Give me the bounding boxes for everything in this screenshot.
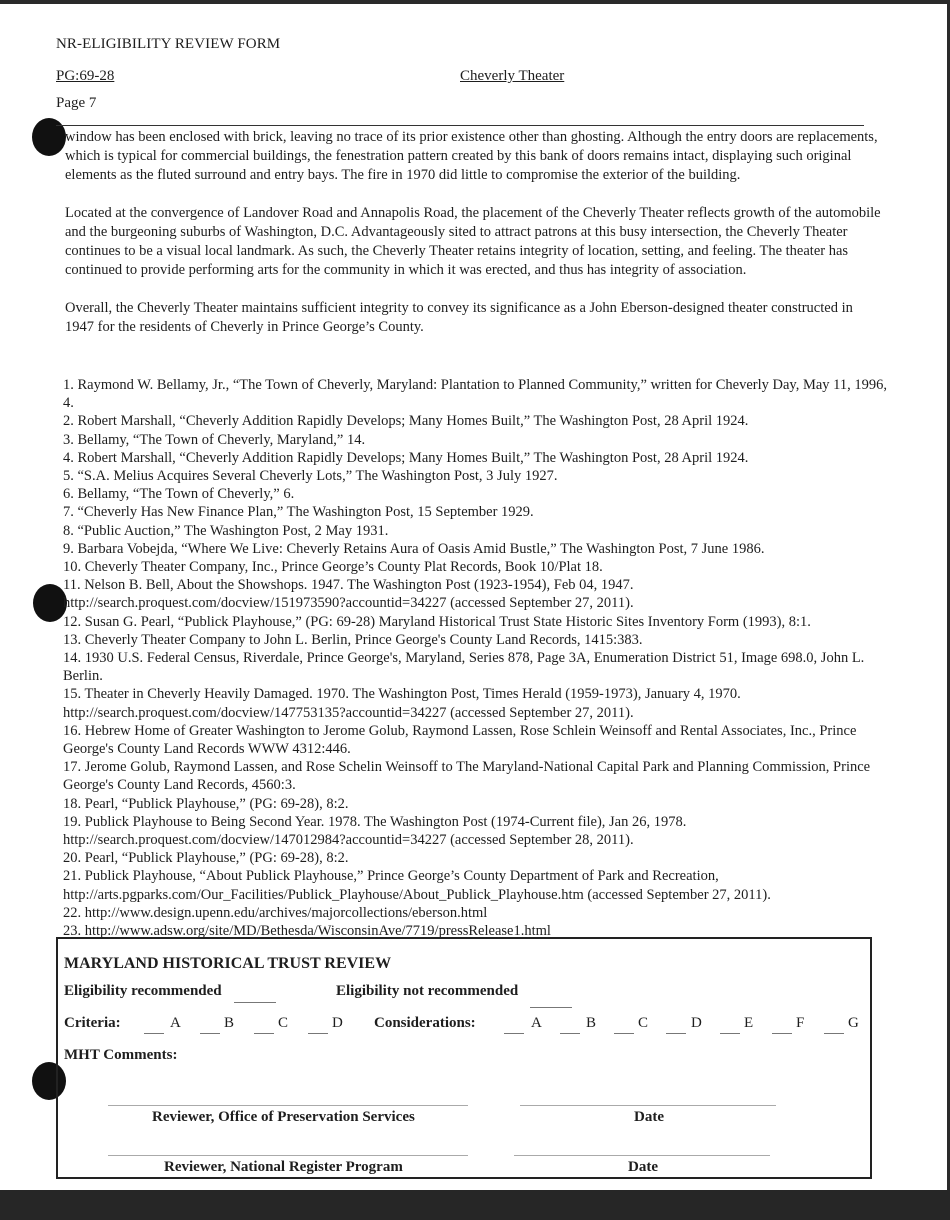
paragraph: Overall, the Cheverly Theater maintains sufficient integrity to convey its significance as a John Eberson-designed theater constructed in 1947 for the residents of Cheverly in Prince George’s County. <box>65 300 853 335</box>
date-label-ops: Date <box>634 1109 664 1125</box>
endnotes <box>63 376 893 940</box>
endnote: 8. “Public Auction,” The Washington Post, 2 May 1931. <box>63 522 389 539</box>
endnote: 17. Jerome Golub, Raymond Lassen, and Rose Schelin Weinsoff to The Maryland-National Capital Park and Planning Commission, Prince George's County Land Records, 4560:3. <box>63 759 871 794</box>
eligibility-not-recommended-label: Eligibility not recommended <box>336 983 519 999</box>
endnote: 2. Robert Marshall, “Cheverly Addition Rapidly Develops; Many Homes Built,” The Washington Post, 28 April 1924. <box>63 413 749 430</box>
consideration-d: D <box>691 1015 702 1031</box>
date-label-nrp: Date <box>628 1159 658 1175</box>
endnote: 13. Cheverly Theater Company to John L. Berlin, Prince George's County Land Records, 1415:383. <box>63 631 643 648</box>
criteria-a: A <box>170 1015 181 1031</box>
consideration-a-blank[interactable] <box>504 1033 524 1034</box>
endnote-url: http://arts.pgparks.com/Our_Facilities/Publick_Playhouse/About_Publick_Playhouse.htm (accessed September 27, 2011). <box>63 886 771 903</box>
reviewer-ops-label: Reviewer, Office of Preservation Services <box>152 1109 415 1125</box>
endnote: 11. Nelson B. Bell, About the Showshops. 1947. The Washington Post (1923-1954), Feb 04, 1947. <box>63 577 634 594</box>
consideration-e-blank[interactable] <box>720 1033 740 1034</box>
criteria-d-blank[interactable] <box>308 1033 328 1034</box>
page-number: Page 7 <box>56 95 97 111</box>
reviewer-nrp-label: Reviewer, National Register Program <box>164 1159 403 1175</box>
endnote: 19. Publick Playhouse to Being Second Year. 1978. The Washington Post (1974-Current file), Jan 26, 1978. <box>63 813 687 830</box>
endnote-url: http://search.proquest.com/docview/147753135?accountid=34227 (accessed September 27, 2011). <box>63 704 634 721</box>
eligibility-not-recommended-blank[interactable] <box>530 1007 572 1008</box>
criteria-c-blank[interactable] <box>254 1033 274 1034</box>
endnote: 14. 1930 U.S. Federal Census, Riverdale, Prince George's, Maryland, Series 878, Page 3A, Enumeration District 51, Image 698.0, John L. Berlin. <box>63 650 865 685</box>
endnote: 23. http://www.adsw.org/site/MD/Bethesda/WisconsinAve/7719/pressRelease1.html <box>63 923 551 940</box>
endnote: 7. “Cheverly Has New Finance Plan,” The Washington Post, 15 September 1929. <box>63 504 534 521</box>
narrative-text <box>65 128 883 356</box>
signature-line-ops[interactable] <box>108 1105 468 1106</box>
endnote: 20. Pearl, “Publick Playhouse,” (PG: 69-28), 8:2. <box>63 850 349 867</box>
consideration-a: A <box>531 1015 542 1031</box>
consideration-d-blank[interactable] <box>666 1033 686 1034</box>
criteria-b-blank[interactable] <box>200 1033 220 1034</box>
endnote: 10. Cheverly Theater Company, Inc., Prince George’s County Plat Records, Book 10/Plat 18. <box>63 559 603 576</box>
consideration-g-blank[interactable] <box>824 1033 844 1034</box>
endnote: 3. Bellamy, “The Town of Cheverly, Maryland,” 14. <box>63 431 366 448</box>
consideration-e: E <box>744 1015 754 1031</box>
inventory-number: PG:69-28 <box>56 68 115 84</box>
consideration-b: B <box>586 1015 597 1031</box>
header-rule <box>56 125 864 126</box>
consideration-f-blank[interactable] <box>772 1033 792 1034</box>
endnote: 21. Publick Playhouse, “About Publick Playhouse,” Prince George’s County Department of Park and Recreation, <box>63 868 719 885</box>
criteria-b: B <box>224 1015 235 1031</box>
punch-hole-top <box>32 118 66 156</box>
punch-hole-middle <box>33 584 67 622</box>
consideration-g: G <box>848 1015 859 1031</box>
criteria-label: Criteria: <box>64 1015 121 1031</box>
endnote: 22. http://www.design.upenn.edu/archives/majorcollections/eberson.html <box>63 904 488 921</box>
eligibility-recommended-label: Eligibility recommended <box>64 983 222 999</box>
scan-edge-top <box>0 0 950 4</box>
endnote: 5. “S.A. Melius Acquires Several Cheverly Lots,” The Washington Post, 3 July 1927. <box>63 468 558 485</box>
paragraph: window has been enclosed with brick, leaving no trace of its prior existence other than ghosting. Although the entry doors are replacements, which is typical for commercial buildings, the fenestration pattern created by this bank of doors remains intact, displaying such original elements as the fluted surround and entry bays. The fire in 1970 did little to compromise the exterior of the building. <box>65 129 878 183</box>
endnote: 9. Barbara Vobejda, “Where We Live: Cheverly Retains Aura of Oasis Amid Bustle,” The Washington Post, 7 June 1986. <box>63 540 765 557</box>
scan-edge-bottom <box>0 1190 950 1220</box>
date-line-nrp[interactable] <box>514 1155 770 1156</box>
form-title: NR-ELIGIBILITY REVIEW FORM <box>56 36 281 52</box>
mht-review-box <box>56 937 872 1179</box>
eligibility-recommended-blank[interactable] <box>234 1002 276 1003</box>
consideration-c-blank[interactable] <box>614 1033 634 1034</box>
endnote: 16. Hebrew Home of Greater Washington to Jerome Golub, Raymond Lassen, Rose Schlein Weinsoff and Rental Associates, Inc., Prince George's County Land Records WWW 4312:446. <box>63 722 857 758</box>
endnote: 15. Theater in Cheverly Heavily Damaged. 1970. The Washington Post, Times Herald (1959-1973), January 4, 1970. <box>63 686 741 703</box>
endnote: 18. Pearl, “Publick Playhouse,” (PG: 69-28), 8:2. <box>63 795 349 812</box>
criteria-d: D <box>332 1015 343 1031</box>
property-name: Cheverly Theater <box>460 68 565 84</box>
consideration-b-blank[interactable] <box>560 1033 580 1034</box>
endnote: 4. Robert Marshall, “Cheverly Addition Rapidly Develops; Many Homes Built,” The Washington Post, 28 April 1924. <box>63 449 749 466</box>
considerations-label: Considerations: <box>374 1015 476 1031</box>
endnote: 6. Bellamy, “The Town of Cheverly,” 6. <box>63 486 295 503</box>
review-title: MARYLAND HISTORICAL TRUST REVIEW <box>64 955 392 972</box>
consideration-f: F <box>796 1015 805 1031</box>
endnote: 12. Susan G. Pearl, “Publick Playhouse,” (PG: 69-28) Maryland Historical Trust State Historic Sites Inventory Form (1993), 8:1. <box>63 613 811 630</box>
mht-comments-label: MHT Comments: <box>64 1047 178 1063</box>
consideration-c: C <box>638 1015 649 1031</box>
date-line-ops[interactable] <box>520 1105 776 1106</box>
criteria-a-blank[interactable] <box>144 1033 164 1034</box>
criteria-c: C <box>278 1015 289 1031</box>
endnote: 1. Raymond W. Bellamy, Jr., “The Town of Cheverly, Maryland: Plantation to Planned Community,” written for Cheverly Day, May 11, 1996, 4. <box>63 377 888 412</box>
signature-line-nrp[interactable] <box>108 1155 468 1156</box>
endnote-url: http://search.proquest.com/docview/147012984?accountid=34227 (accessed September 28, 2011). <box>63 832 634 849</box>
paragraph: Located at the convergence of Landover Road and Annapolis Road, the placement of the Cheverly Theater reflects growth of the automobile and the burgeoning suburbs of Washington, D.C. Advantageously sited to attract patrons at this busy intersection, the Cheverly Theater continues to be a visual local landmark. As such, the Cheverly Theater retains integrity of location, setting, and feeling. The theater has continued to provide performing arts for the community in which it was erected, and thus has integrity of association. <box>65 205 881 278</box>
endnote-url: http://search.proquest.com/docview/151973590?accountid=34227 (accessed September 27, 2011). <box>63 595 634 612</box>
